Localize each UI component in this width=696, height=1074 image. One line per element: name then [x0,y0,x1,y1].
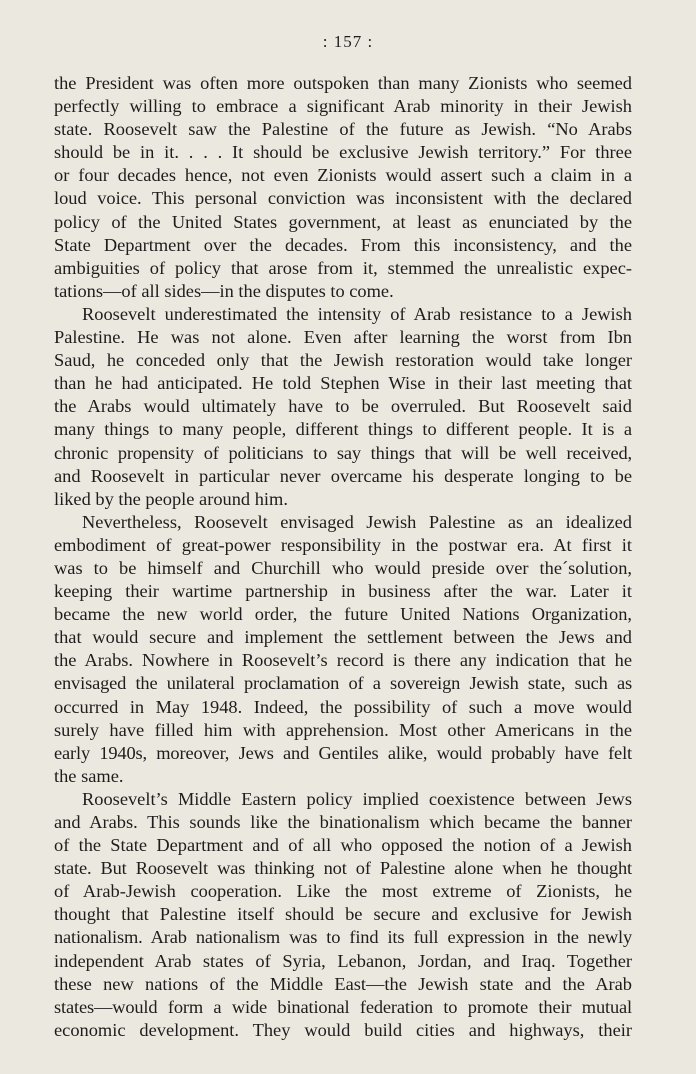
text-line: economic development. They would build cities and highways, their [54,1019,632,1040]
text-line: thought that Palestine itself should be secure and exclusive for Jewish [54,904,632,925]
text-line: nationalism. Arab nationalism was to find its full expression in the newly [54,927,632,948]
text-line: Nevertheless, Roosevelt envisaged Jewish Palestine as an idealized [82,511,632,532]
text-line: the same. [54,765,124,786]
paragraph [54,511,632,788]
text-line: and Arabs. This sounds like the binationalism which became the banner [54,812,632,832]
text-line: State Department over the decades. From this inconsistency, and the [54,234,632,255]
text-line: surely have filled him with apprehension. Most other Americans in the [54,719,632,740]
text-line: ambiguities of policy that arose from it, stemmed the unrealistic expec- [54,257,632,278]
text-line: liked by the people around him. [54,488,288,509]
text-line: Roosevelt underestimated the intensity of Arab resistance to a Jewish [82,303,632,324]
text-line: envisaged the unilateral proclamation of a sovereign Jewish state, such as [54,673,632,694]
text-line: the Arabs would ultimately have to be overruled. But Roosevelt said [54,396,632,417]
text-line: policy of the United States government, at least as enunciated by the [54,211,632,232]
paragraph [54,72,632,303]
text-line: the President was often more outspoken than many Zionists who seemed [54,73,632,93]
text-line: embodiment of great-power responsibility in the postwar era. At first it [54,534,632,555]
text-line: occurred in May 1948. Indeed, the possibility of such a move would [54,696,632,717]
text-line: loud voice. This personal conviction was inconsistent with the declared [54,188,632,209]
text-line: many things to many people, different things to different people. It is a [54,419,632,440]
text-line: early 1940s, moreover, Jews and Gentiles alike, would probably have felt [54,742,632,763]
text-line: and Roosevelt in particular never overcame his desperate longing to be [54,465,632,486]
text-line: these new nations of the Middle East—the Jewish state and the Arab [54,973,632,994]
text-line: should be in it. . . . It should be exclusive Jewish territory.” For three [54,142,632,163]
text-line: chronic propensity of politicians to say things that will be well received, [54,442,632,463]
text-line: Roosevelt’s Middle Eastern policy implied coexistence between Jews [82,788,632,809]
page-number: : 157 : [322,32,374,51]
paragraph [54,303,632,511]
text-line: the Arabs. Nowhere in Roosevelt’s record is there any indication that he [54,650,632,671]
page-body-text [54,72,632,1042]
text-line: state. Roosevelt saw the Palestine of the future as Jewish. “No Arabs [54,119,632,140]
text-line: Saud, he conceded only that the Jewish restoration would take longer [54,350,632,371]
text-line: states—would form a wide binational federation to promote their mutual [54,996,632,1017]
text-line: was to be himself and Churchill who would preside over the´solution, [54,557,632,578]
text-line: keeping their wartime partnership in business after the war. Later it [54,581,632,602]
text-line: independent Arab states of Syria, Lebanon, Jordan, and Iraq. Together [54,950,632,971]
text-line: that would secure and implement the settlement between the Jews and [54,627,632,648]
text-line: became the new world order, the future United Nations Organization, [54,604,632,625]
text-line: Palestine. He was not alone. Even after learning the worst from Ibn [54,327,632,348]
text-line: of the State Department and of all who opposed the notion of a Jewish [54,835,632,856]
text-line: state. But Roosevelt was thinking not of Palestine alone when he thought [54,858,632,879]
text-line: tations—of all sides—in the disputes to come. [54,280,394,301]
text-line: of Arab-Jewish cooperation. Like the most extreme of Zionists, he [54,881,632,902]
text-line: perfectly willing to embrace a significant Arab minority in their Jewish [54,96,632,117]
text-line: or four decades hence, not even Zionists would assert such a claim in a [54,165,632,186]
text-line: than he had anticipated. He told Stephen Wise in their last meeting that [54,373,632,394]
paragraph [54,788,632,1042]
